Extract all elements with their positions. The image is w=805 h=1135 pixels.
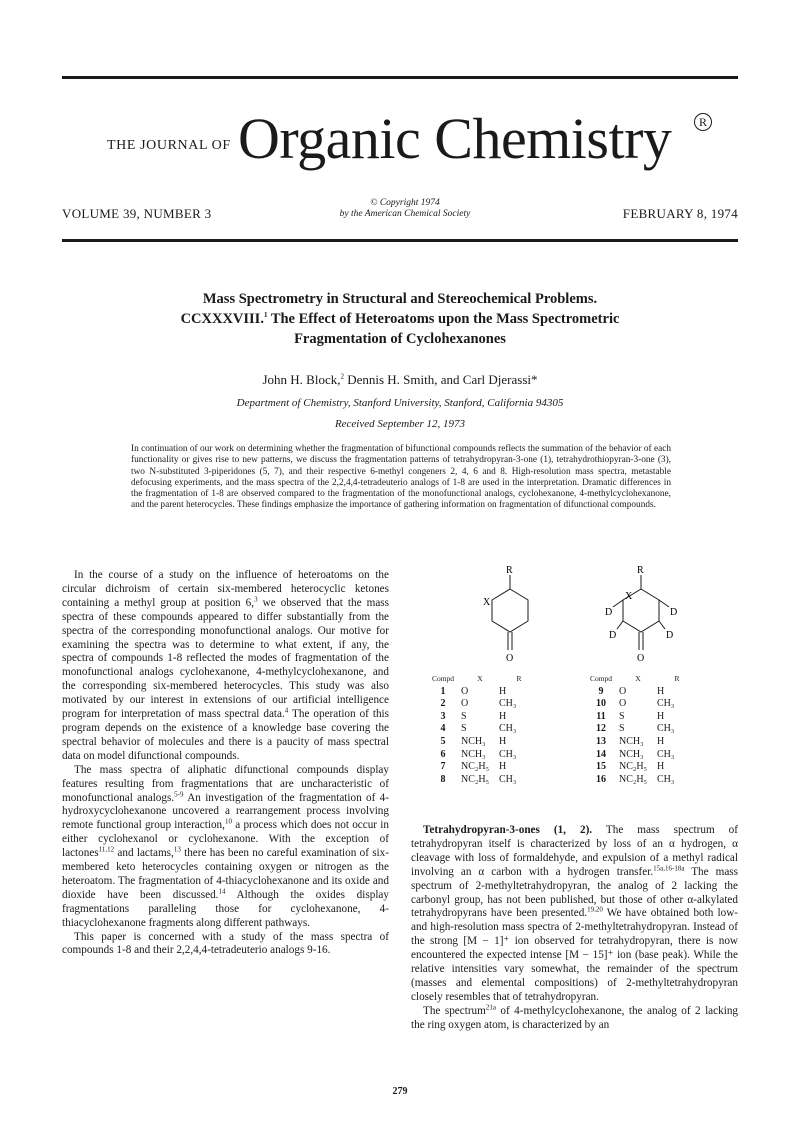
title-part: CCXXXVIII. — [180, 311, 264, 327]
journal-prefix: THE JOURNAL OF — [107, 138, 231, 153]
heteroatom-cell: O — [619, 685, 627, 697]
section-heading: Tetrahydropyran-3-ones (1, 2). — [423, 824, 593, 836]
bond — [659, 621, 665, 629]
heteroatom-cell: O — [619, 698, 627, 710]
text: In the course of a study on the influence of heteroatoms on the circular dichroism of certain six-membered heterocyclic ketones containing a methyl group at position 6, — [62, 569, 389, 609]
footnote-ref: 10 — [224, 817, 232, 826]
compound-number: 12 — [596, 723, 606, 735]
label-d: D — [670, 607, 678, 618]
footnote-ref: 19,20 — [587, 905, 603, 914]
label-r: R — [637, 565, 644, 576]
author: John H. Block, — [262, 372, 341, 387]
substituent-cell: CH₃ — [499, 698, 517, 710]
footnote-ref: 1 — [263, 311, 268, 320]
label-x: X — [483, 597, 491, 608]
structure-left — [492, 575, 528, 650]
table-row — [425, 761, 539, 774]
structure-right — [613, 575, 669, 650]
copyright-notice — [300, 198, 510, 220]
table-row — [425, 749, 539, 762]
bond — [617, 621, 623, 629]
table-row — [583, 711, 697, 724]
text: a process which does not occur in either cyclohexanol or cyclohexanone. With the exception of lactones — [62, 819, 389, 860]
label-d: D — [609, 630, 617, 641]
abstract: In continuation of our work on determining whether the fragmentation of bifunctional compounds reflects the summation of the behavior of each functionality or gives rise to new patterns, we discuss the fragmentation patterns of tetrahydropyran-3-one (1), tetrahydrothiopyran-3-one (3), two N-substituted 3-piperidones (5, 7), and their respective 6-methyl congeners 2, 4, 6 and 8. High-resolution mass spectra, metastable defocusing experiments, and the mass spectra of the 2,2,4,4-tetradeuterio analogs of 1-8 are used in the interpretation. Dramatic differences in the fragmentation of 1-8 are observed compared to the fragmentation of the monofunctional analogs, cyclohexanone, 4-methylcyclohexanone, and the parent heterocycles. These findings emphasize the importance of gathering information on fragmentation of difunctional compounds. — [131, 444, 671, 511]
title-line-2 — [62, 309, 738, 329]
compound-number: 6 — [440, 748, 446, 760]
text: An investigation of the fragmentation of 4-hydroxycyclohexanone uncovered a rearrangement process involving remote functional group interaction, — [62, 791, 389, 832]
label-r: R — [506, 565, 513, 576]
heteroatom-cell: NCH₃ — [619, 735, 644, 747]
compound-number: 16 — [596, 773, 606, 785]
text: The mass spectrum of tetrahydropyran itself is characterized by loss of an α hydrogen, α cleavage with loss of formaldehyde, and expulsion of a methyl radical involving an α carbon with a hydrogen transfer. — [411, 824, 738, 878]
heteroatom-cell: NC₂H₅ — [619, 773, 648, 785]
table-header — [583, 673, 697, 686]
text: and lactams, — [114, 847, 174, 860]
substituent-cell: CH₃ — [499, 773, 517, 785]
col-r: R — [516, 674, 522, 683]
masthead-rule-bottom — [62, 239, 738, 242]
paragraph — [62, 569, 389, 764]
heteroatom-cell: S — [619, 710, 625, 722]
footnote-ref: 4 — [284, 706, 289, 715]
substituent-cell: H — [499, 735, 507, 747]
substituent-cell: CH₃ — [499, 748, 517, 760]
compound-table-right — [583, 673, 697, 786]
text: The mass spectra of aliphatic difunctional compounds display features resulting from fragmentations that are uncharacteristic of monofunctional analogs. — [62, 763, 389, 804]
substituent-cell: H — [499, 685, 507, 697]
footnote-ref: 5-9 — [174, 789, 184, 798]
text: We have obtained both low- and high-resolution mass spectra of 2-methyltetrahydropyran. Instead of the strong [M − 1]⁺ ion observed for tetrahydropyran, there is now encountered the expected intense [M − 15]⁺ ion (base peak). While the relative intensities vary somewhat, the remainder of the spectrum (masses and elemental compositions) of 2-methyltetrahydropyran closely resembles that of tetrahydropyran. — [411, 907, 738, 1003]
text: we observed that the mass spectra of these compounds appeared to differ substantially from the spectra of the corresponding monofunctional analogs. Our motive for examining the spectra was to determine to what extent, if any, the spectra of compounds 1-8 reflected the modes of fragmentation of the monofunctional analogs cyclohexanone, 4-methylcyclohexanone, and the corresponding six-membered heterocycles. This study was also motivated by our interest in extensions of our artificial intelligence program for interpretation of mass spectral data. — [62, 596, 389, 721]
table-row — [583, 761, 697, 774]
table-row — [425, 711, 539, 724]
table-row — [583, 686, 697, 699]
col-x: X — [635, 674, 641, 683]
col-x: X — [477, 674, 483, 683]
heteroatom-cell: NC₂H₅ — [619, 761, 648, 773]
footnote-ref: 11,12 — [98, 845, 115, 854]
body-left-column — [62, 569, 389, 958]
paragraph — [411, 824, 738, 1005]
label-d: D — [666, 630, 674, 641]
text: Although the oxides display fragmentations paralleling those for cyclohexanone, 4-thiacyclohexanone fragments along different pathways. — [62, 888, 389, 929]
volume-number: VOLUME 39, NUMBER 3 — [62, 206, 212, 221]
heteroatom-cell: NC₂H₅ — [461, 761, 490, 773]
substituent-cell: H — [499, 710, 507, 722]
received-date: Received September 12, 1973 — [334, 418, 466, 430]
table-row — [583, 749, 697, 762]
compound-number: 13 — [596, 735, 606, 747]
heteroatom-cell: S — [461, 723, 467, 735]
compound-number: 2 — [440, 698, 446, 710]
substituent-cell: H — [657, 710, 665, 722]
substituent-cell: H — [657, 685, 665, 697]
bond — [613, 600, 623, 607]
compound-number: 11 — [596, 710, 606, 722]
footnote-ref: 2 — [340, 372, 344, 381]
heteroatom-cell: O — [461, 685, 469, 697]
table-header — [425, 673, 539, 686]
label-x: X — [625, 591, 633, 602]
table-row — [583, 698, 697, 711]
text: The operation of this program depends on the existence of a knowledge base covering the spectral behavior of molecules and there is a paucity of mass spectral data on model difunctional compounds. — [62, 708, 389, 762]
table-row — [425, 723, 539, 736]
copyright-line-2: by the American Chemical Society — [339, 209, 471, 219]
compound-number: 1 — [440, 685, 446, 697]
bond — [659, 600, 669, 607]
label-o: O — [637, 653, 645, 664]
heteroatom-cell: S — [619, 723, 625, 735]
compound-number: 3 — [440, 710, 446, 722]
compound-number: 5 — [440, 735, 446, 747]
copyright-line-1: © Copyright 1974 — [370, 198, 440, 208]
paragraph: This paper is concerned with a study of the mass spectra of compounds 1-8 and their 2,2,4,4-tetradeuterio analogs 9-16. — [62, 930, 389, 957]
paragraph — [62, 764, 389, 931]
substituent-cell: CH₃ — [499, 723, 517, 735]
table-body — [583, 686, 697, 787]
substituent-cell: H — [657, 761, 665, 773]
heteroatom-cell: NCH₃ — [461, 735, 486, 747]
col-compd: Compd — [589, 674, 613, 683]
compound-number: 7 — [440, 761, 446, 773]
ring — [492, 589, 528, 632]
col-compd: Compd — [431, 674, 455, 683]
table-row — [425, 686, 539, 699]
structure-drawings — [411, 563, 738, 673]
journal-name: Organic Chemistry — [238, 106, 672, 171]
affiliation: Department of Chemistry, Stanford University, Stanford, California 94305 — [236, 397, 564, 409]
substituent-cell: CH₃ — [657, 723, 675, 735]
compound-number: 8 — [440, 773, 446, 785]
table-row — [425, 736, 539, 749]
footnote-ref: 21a — [485, 1003, 496, 1012]
compound-number: 4 — [440, 723, 446, 735]
substituent-cell: CH₃ — [657, 773, 675, 785]
registered-mark-icon: R — [694, 113, 712, 131]
label-o: O — [506, 653, 514, 664]
page-number: 279 — [392, 1086, 408, 1097]
table-row — [583, 736, 697, 749]
title-line-3: Fragmentation of Cyclohexanones — [294, 331, 506, 347]
footnote-ref: 15a,16-18a — [653, 863, 685, 872]
substituent-cell: H — [499, 761, 507, 773]
heteroatom-cell: S — [461, 710, 467, 722]
heteroatom-cell: O — [461, 698, 469, 710]
top-rule-thick — [62, 76, 738, 79]
compound-table-left — [425, 673, 539, 786]
compound-number: 10 — [596, 698, 606, 710]
heteroatom-cell: NCH₃ — [461, 748, 486, 760]
title-part: The Effect of Heteroatoms upon the Mass Spectrometric — [267, 311, 620, 327]
substituent-cell: H — [657, 735, 665, 747]
text: there has been no careful examination of six-membered keto heterocycles containing oxygen or nitrogen as the heteroatom. The fragmentation of 4-thiacyclohexanone and its oxide and dioxide have been discussed. — [62, 847, 389, 901]
compound-figure — [411, 563, 738, 813]
table-body — [425, 686, 539, 787]
substituent-cell: CH₃ — [657, 698, 675, 710]
author-list — [62, 372, 738, 388]
title-line-1: Mass Spectrometry in Structural and Stereochemical Problems. — [202, 291, 598, 307]
table-row — [425, 774, 539, 787]
footnote-ref: 14 — [218, 887, 226, 896]
article-title — [62, 289, 738, 349]
col-r: R — [674, 674, 680, 683]
compound-number: 15 — [596, 761, 606, 773]
heteroatom-cell: NCH₃ — [619, 748, 644, 760]
table-row — [583, 774, 697, 787]
footnote-ref: 3 — [254, 595, 258, 604]
heteroatom-cell: NC₂H₅ — [461, 773, 490, 785]
issue-date: FEBRUARY 8, 1974 — [622, 206, 738, 221]
substituent-cell: CH₃ — [657, 748, 675, 760]
label-d: D — [605, 607, 613, 618]
table-row — [425, 698, 539, 711]
compound-number: 9 — [598, 685, 604, 697]
authors: Dennis H. Smith, and Carl Djerassi* — [343, 372, 538, 387]
paragraph — [411, 1005, 738, 1033]
text: The spectrum — [423, 1004, 486, 1017]
text: The mass spectrum of 2-methyltetrahydropyran, the analog of 2 lacking the carbonyl group, has not been published, but those of other α-alkylated tetrahydropyrans have been presented. — [411, 865, 738, 920]
body-right-column — [411, 824, 738, 1033]
table-row — [583, 723, 697, 736]
footnote-ref: 13 — [173, 845, 181, 854]
compound-number: 14 — [596, 748, 606, 760]
text: of 4-methylcyclohexanone, the analog of 2 lacking the ring oxygen atom, is characterized by an — [411, 1004, 739, 1031]
